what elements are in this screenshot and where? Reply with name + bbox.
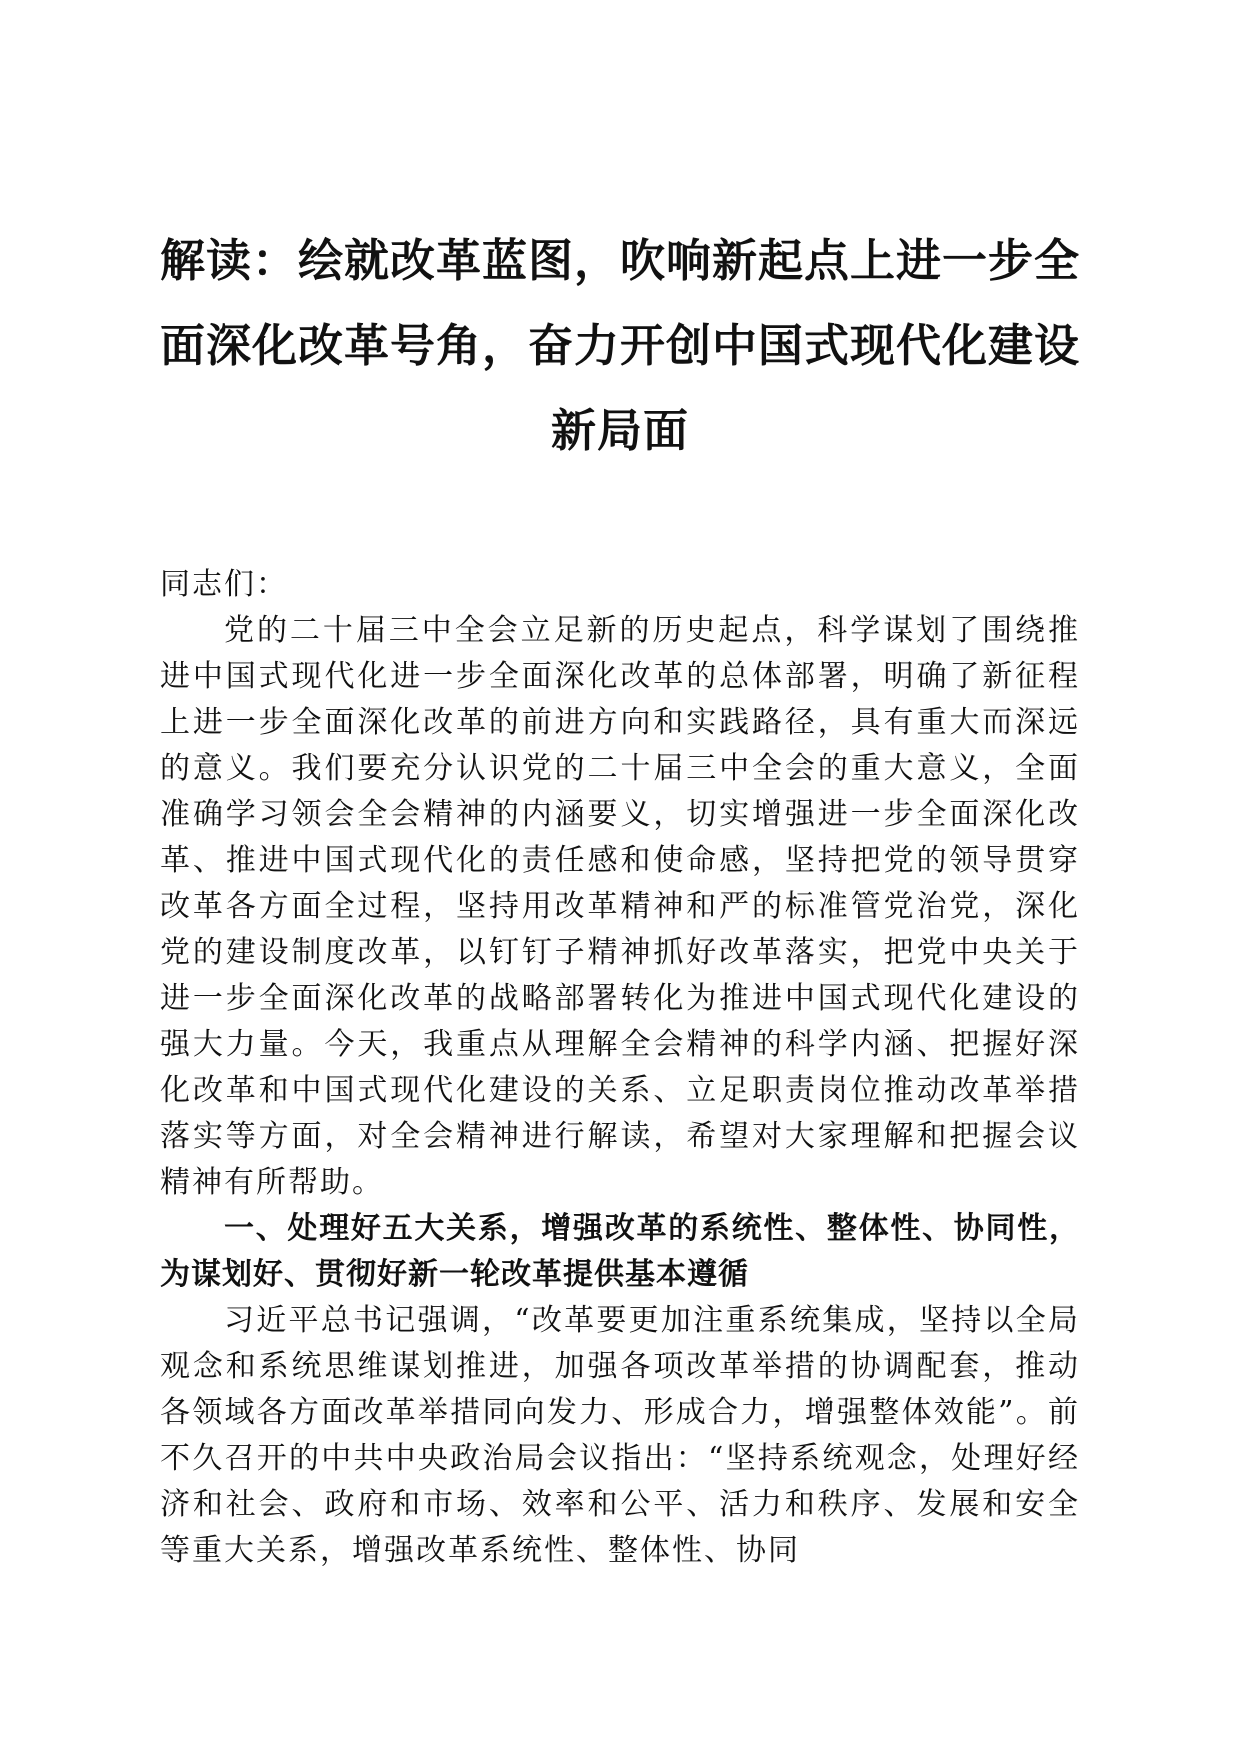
section-paragraph: 习近平总书记强调，“改革要更加注重系统集成，坚持以全局观念和系统思维谋划推进，加强各项改革举措的协调配套，推动各领域各方面改革举措同向发力、形成合力，增强整体效能”。前不久召开的中共中央政治局会议指出：“坚持系统观念，处理好经济和社会、政府和市场、效率和公平、活力和秩序、发展和安全等重大关系，增强改革系统性、整体性、协同: [160, 1303, 1080, 1568]
document-body: [160, 562, 1080, 1574]
document-title: 解读：绘就改革蓝图，吹响新起点上进一步全面深化改革号角，奋力开创中国式现代化建设新局面: [160, 234, 1081, 457]
salutation: 同志们：: [160, 567, 288, 602]
section-heading: 一、处理好五大关系，增强改革的系统性、整体性、协同性，为谋划好、贯彻好新一轮改革提供基本遵循: [160, 1211, 1080, 1292]
document-page: [160, 0, 1080, 1754]
intro-paragraph: 党的二十届三中全会立足新的历史起点，科学谋划了围绕推进中国式现代化进一步全面深化改革的总体部署，明确了新征程上进一步全面深化改革的前进方向和实践路径，具有重大而深远的意义。我们要充分认识党的二十届三中全会的重大意义，全面准确学习领会全会精神的内涵要义，切实增强进一步全面深化改革、推进中国式现代化的责任感和使命感，坚持把党的领导贯穿改革各方面全过程，坚持用改革精神和严的标准管党治党，深化党的建设制度改革，以钉钉子精神抓好改革落实，把党中央关于进一步全面深化改革的战略部署转化为推进中国式现代化建设的强大力量。今天，我重点从理解全会精神的科学内涵、把握好深化改革和中国式现代化建设的关系、立足职责岗位推动改革举措落实等方面，对全会精神进行解读，希望对大家理解和把握会议精神有所帮助。: [160, 613, 1080, 1200]
